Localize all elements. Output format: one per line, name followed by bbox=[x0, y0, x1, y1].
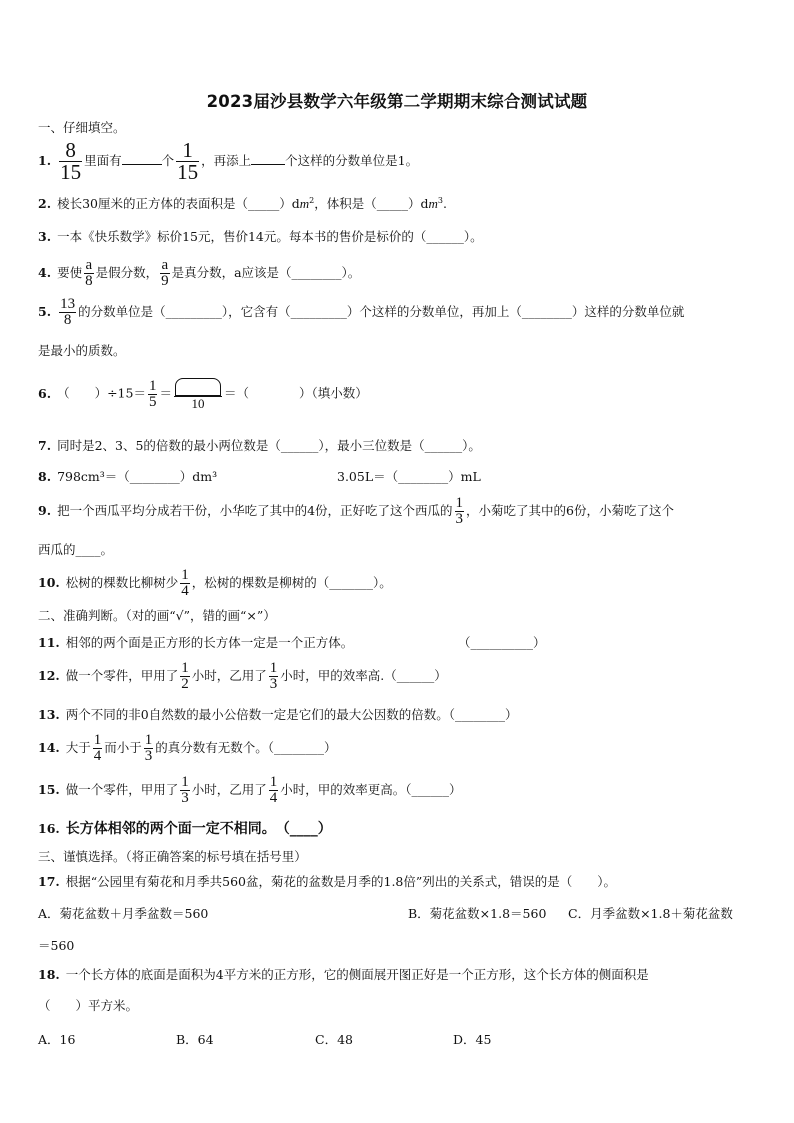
question-number: 17. bbox=[38, 874, 60, 889]
text: 把一个西瓜平均分成若干份，小华吃了其中的4份，正好吃了这个西瓜的 bbox=[57, 503, 453, 518]
question-2 bbox=[38, 192, 447, 213]
page-title: 2023届沙县数学六年级第二学期期末综合测试试题 bbox=[206, 92, 588, 111]
denominator: 9 bbox=[161, 273, 169, 289]
question-10 bbox=[38, 568, 392, 599]
numerator: 1 bbox=[148, 377, 157, 394]
numerator: 1 bbox=[269, 774, 278, 790]
question-5 bbox=[38, 297, 684, 328]
text: ，松树的棵数是柳树的（_______）。 bbox=[191, 575, 392, 590]
question-number: 4. bbox=[38, 265, 52, 280]
unit: m bbox=[299, 196, 310, 212]
question-number: 1. bbox=[38, 153, 52, 168]
unit: m bbox=[428, 196, 438, 212]
question-number: 7. bbox=[38, 438, 52, 453]
text: ，体积是（_____）d bbox=[314, 196, 429, 212]
text: 要使 bbox=[57, 265, 83, 280]
question-text: 一本《快乐数学》标价15元，售价14元。每本书的售价是标价的（______）。 bbox=[57, 229, 483, 244]
question-text: 同时是2、3、5的倍数的最小两位数是（______），最小三位数是（______）。 bbox=[57, 438, 481, 453]
fraction bbox=[144, 733, 154, 764]
question-number: 16. bbox=[38, 821, 60, 836]
question-4 bbox=[38, 258, 360, 289]
text: ＝（ ）（填小数） bbox=[223, 385, 368, 401]
numerator: 1 bbox=[181, 774, 189, 790]
question-number: 13. bbox=[38, 707, 60, 722]
question-number: 12. bbox=[38, 668, 60, 683]
text: 松树的棵数比柳树少 bbox=[65, 575, 179, 590]
section-heading-choice: 三、谨慎选择。（将正确答案的标号填在括号里） bbox=[38, 849, 307, 864]
fraction bbox=[180, 775, 190, 806]
question-number: 14. bbox=[38, 740, 60, 755]
denominator: 10 bbox=[191, 396, 205, 411]
question-12 bbox=[38, 661, 447, 692]
option-a[interactable]: A．16 bbox=[38, 1032, 76, 1047]
answer-blank[interactable] bbox=[122, 152, 162, 165]
denominator: 2 bbox=[181, 676, 189, 692]
question-number: 8. bbox=[38, 469, 52, 484]
question-9 bbox=[38, 496, 674, 527]
fraction bbox=[269, 775, 279, 806]
fraction bbox=[84, 258, 94, 289]
fraction bbox=[176, 140, 199, 183]
section-heading-fill: 一、仔细填空。 bbox=[38, 120, 126, 135]
denominator: 3 bbox=[455, 511, 464, 527]
numerator: 8 bbox=[59, 140, 82, 162]
text: 棱长30厘米的正方体的表面积是（_____）d bbox=[57, 196, 300, 212]
text: ，小菊吃了其中的6份，小菊吃了这个 bbox=[466, 503, 674, 518]
question-8 bbox=[38, 468, 217, 486]
fraction bbox=[59, 297, 76, 328]
option-b[interactable]: B．64 bbox=[176, 1032, 214, 1047]
question-6 bbox=[38, 378, 368, 410]
question-text: 长方体相邻的两个面一定不相同。 （____） bbox=[65, 821, 332, 837]
text: ，再添上 bbox=[201, 153, 252, 168]
fraction bbox=[455, 496, 465, 527]
text: 而小于 bbox=[104, 740, 142, 755]
question-18 bbox=[38, 966, 649, 984]
question-11 bbox=[38, 634, 353, 652]
text: 是假分数， bbox=[95, 265, 159, 280]
section-heading-judge: 二、准确判断。（对的画“√”，错的画“×”） bbox=[38, 608, 276, 623]
question-number: 9. bbox=[38, 503, 52, 518]
fraction bbox=[180, 568, 190, 599]
question-text: 相邻的两个面是正方形的长方体一定是一个正方体。 bbox=[65, 635, 354, 650]
numerator: a bbox=[161, 257, 169, 273]
fraction bbox=[180, 661, 190, 692]
option-c[interactable]: C．48 bbox=[315, 1032, 353, 1047]
answer-blank[interactable]: （__________） bbox=[458, 635, 546, 650]
question-text: 根据“公园里有菊花和月季共560盆，菊花的盆数是月季的1.8倍”列出的关系式，错误的是（ ）。 bbox=[65, 874, 617, 889]
text: ＝ bbox=[159, 385, 172, 401]
option-b[interactable]: B．菊花盆数×1.8＝560 bbox=[408, 906, 547, 921]
denominator: 8 bbox=[63, 312, 72, 328]
denominator: 4 bbox=[181, 583, 189, 599]
question-number: 18. bbox=[38, 967, 60, 982]
text: . bbox=[442, 196, 447, 212]
fraction bbox=[160, 258, 170, 289]
text: 小时，乙用了 bbox=[191, 668, 267, 683]
exponent: 2 bbox=[309, 196, 315, 205]
fraction bbox=[59, 140, 82, 183]
numerator: a bbox=[85, 257, 93, 273]
question-7 bbox=[38, 437, 481, 455]
question-number: 11. bbox=[38, 635, 60, 650]
text: 小时，甲的效率更高。（______） bbox=[280, 782, 462, 797]
text: 大于 bbox=[65, 740, 91, 755]
text: 一个长方体的底面是面积为4平方米的正方形，它的侧面展开图正好是一个正方形，这个长方体的侧面积是 bbox=[65, 967, 649, 982]
denominator: 3 bbox=[144, 748, 153, 764]
question-17 bbox=[38, 873, 616, 891]
text: 的真分数有无数个。（________） bbox=[155, 740, 337, 755]
question-15 bbox=[38, 775, 462, 806]
question-16 bbox=[38, 820, 332, 838]
question-3 bbox=[38, 228, 483, 246]
option-c[interactable]: C．月季盆数×1.8＋菊花盆数 bbox=[568, 906, 733, 921]
numerator: 1 bbox=[181, 567, 189, 583]
denominator: 3 bbox=[181, 790, 189, 806]
numerator: 13 bbox=[60, 296, 76, 312]
denominator: 15 bbox=[177, 160, 199, 184]
text: 小时，乙用了 bbox=[191, 782, 267, 797]
question-9-continued: 西瓜的____。 bbox=[38, 542, 114, 557]
numerator: 1 bbox=[93, 732, 102, 748]
denominator: 5 bbox=[148, 393, 157, 410]
question-part-a: 798cm³＝（________）dm³ bbox=[57, 469, 218, 484]
text: 做一个零件，甲用了 bbox=[65, 782, 179, 797]
denominator: 4 bbox=[269, 790, 278, 806]
numerator: 1 bbox=[176, 140, 199, 162]
text: 个 bbox=[161, 153, 175, 168]
question-18-continued: （ ）平方米。 bbox=[38, 998, 139, 1013]
fraction bbox=[269, 661, 279, 692]
denominator: 4 bbox=[93, 748, 102, 764]
fraction bbox=[93, 733, 103, 764]
question-number: 2. bbox=[38, 196, 52, 212]
question-text: 两个不同的非0自然数的最小公倍数一定是它们的最大公因数的倍数。（________） bbox=[65, 707, 518, 722]
numerator: 1 bbox=[144, 732, 153, 748]
question-14 bbox=[38, 733, 337, 764]
exponent: 3 bbox=[437, 196, 443, 205]
text: （ ）÷15＝ bbox=[57, 385, 146, 401]
numerator: 1 bbox=[455, 495, 464, 511]
question-number: 6. bbox=[38, 385, 52, 401]
answer-blank[interactable] bbox=[251, 152, 285, 165]
text: 是真分数，a应该是（________）。 bbox=[171, 265, 361, 280]
question-13 bbox=[38, 706, 517, 724]
option-a[interactable]: A．菊花盆数＋月季盆数＝560 bbox=[38, 906, 209, 921]
numerator: 1 bbox=[269, 660, 278, 676]
answer-box[interactable] bbox=[175, 378, 221, 396]
question-5-continued: 是最小的质数。 bbox=[38, 343, 126, 358]
denominator: 15 bbox=[60, 160, 82, 184]
text: 的分数单位是（_________），它含有（_________）个这样的分数单位，再加上（________）这样的分数单位就 bbox=[78, 304, 685, 319]
denominator: 8 bbox=[85, 273, 93, 289]
question-number: 10. bbox=[38, 575, 60, 590]
text: 里面有 bbox=[84, 153, 122, 168]
question-1 bbox=[38, 140, 418, 183]
question-number: 5. bbox=[38, 304, 52, 319]
option-c-continued: ＝560 bbox=[38, 938, 75, 953]
question-number: 3. bbox=[38, 229, 52, 244]
text: 做一个零件，甲用了 bbox=[65, 668, 179, 683]
numerator-blank[interactable] bbox=[174, 378, 222, 397]
fraction-blank bbox=[174, 378, 222, 410]
question-number: 15. bbox=[38, 782, 60, 797]
question-8-part-b: 3.05L＝（________）mL bbox=[337, 469, 481, 484]
text: 个这样的分数单位是1。 bbox=[285, 153, 419, 168]
denominator: 3 bbox=[269, 676, 278, 692]
option-d[interactable]: D．45 bbox=[453, 1032, 492, 1047]
numerator: 1 bbox=[181, 660, 189, 676]
fraction bbox=[148, 379, 158, 410]
text: 小时，甲的效率高.（______） bbox=[280, 668, 447, 683]
